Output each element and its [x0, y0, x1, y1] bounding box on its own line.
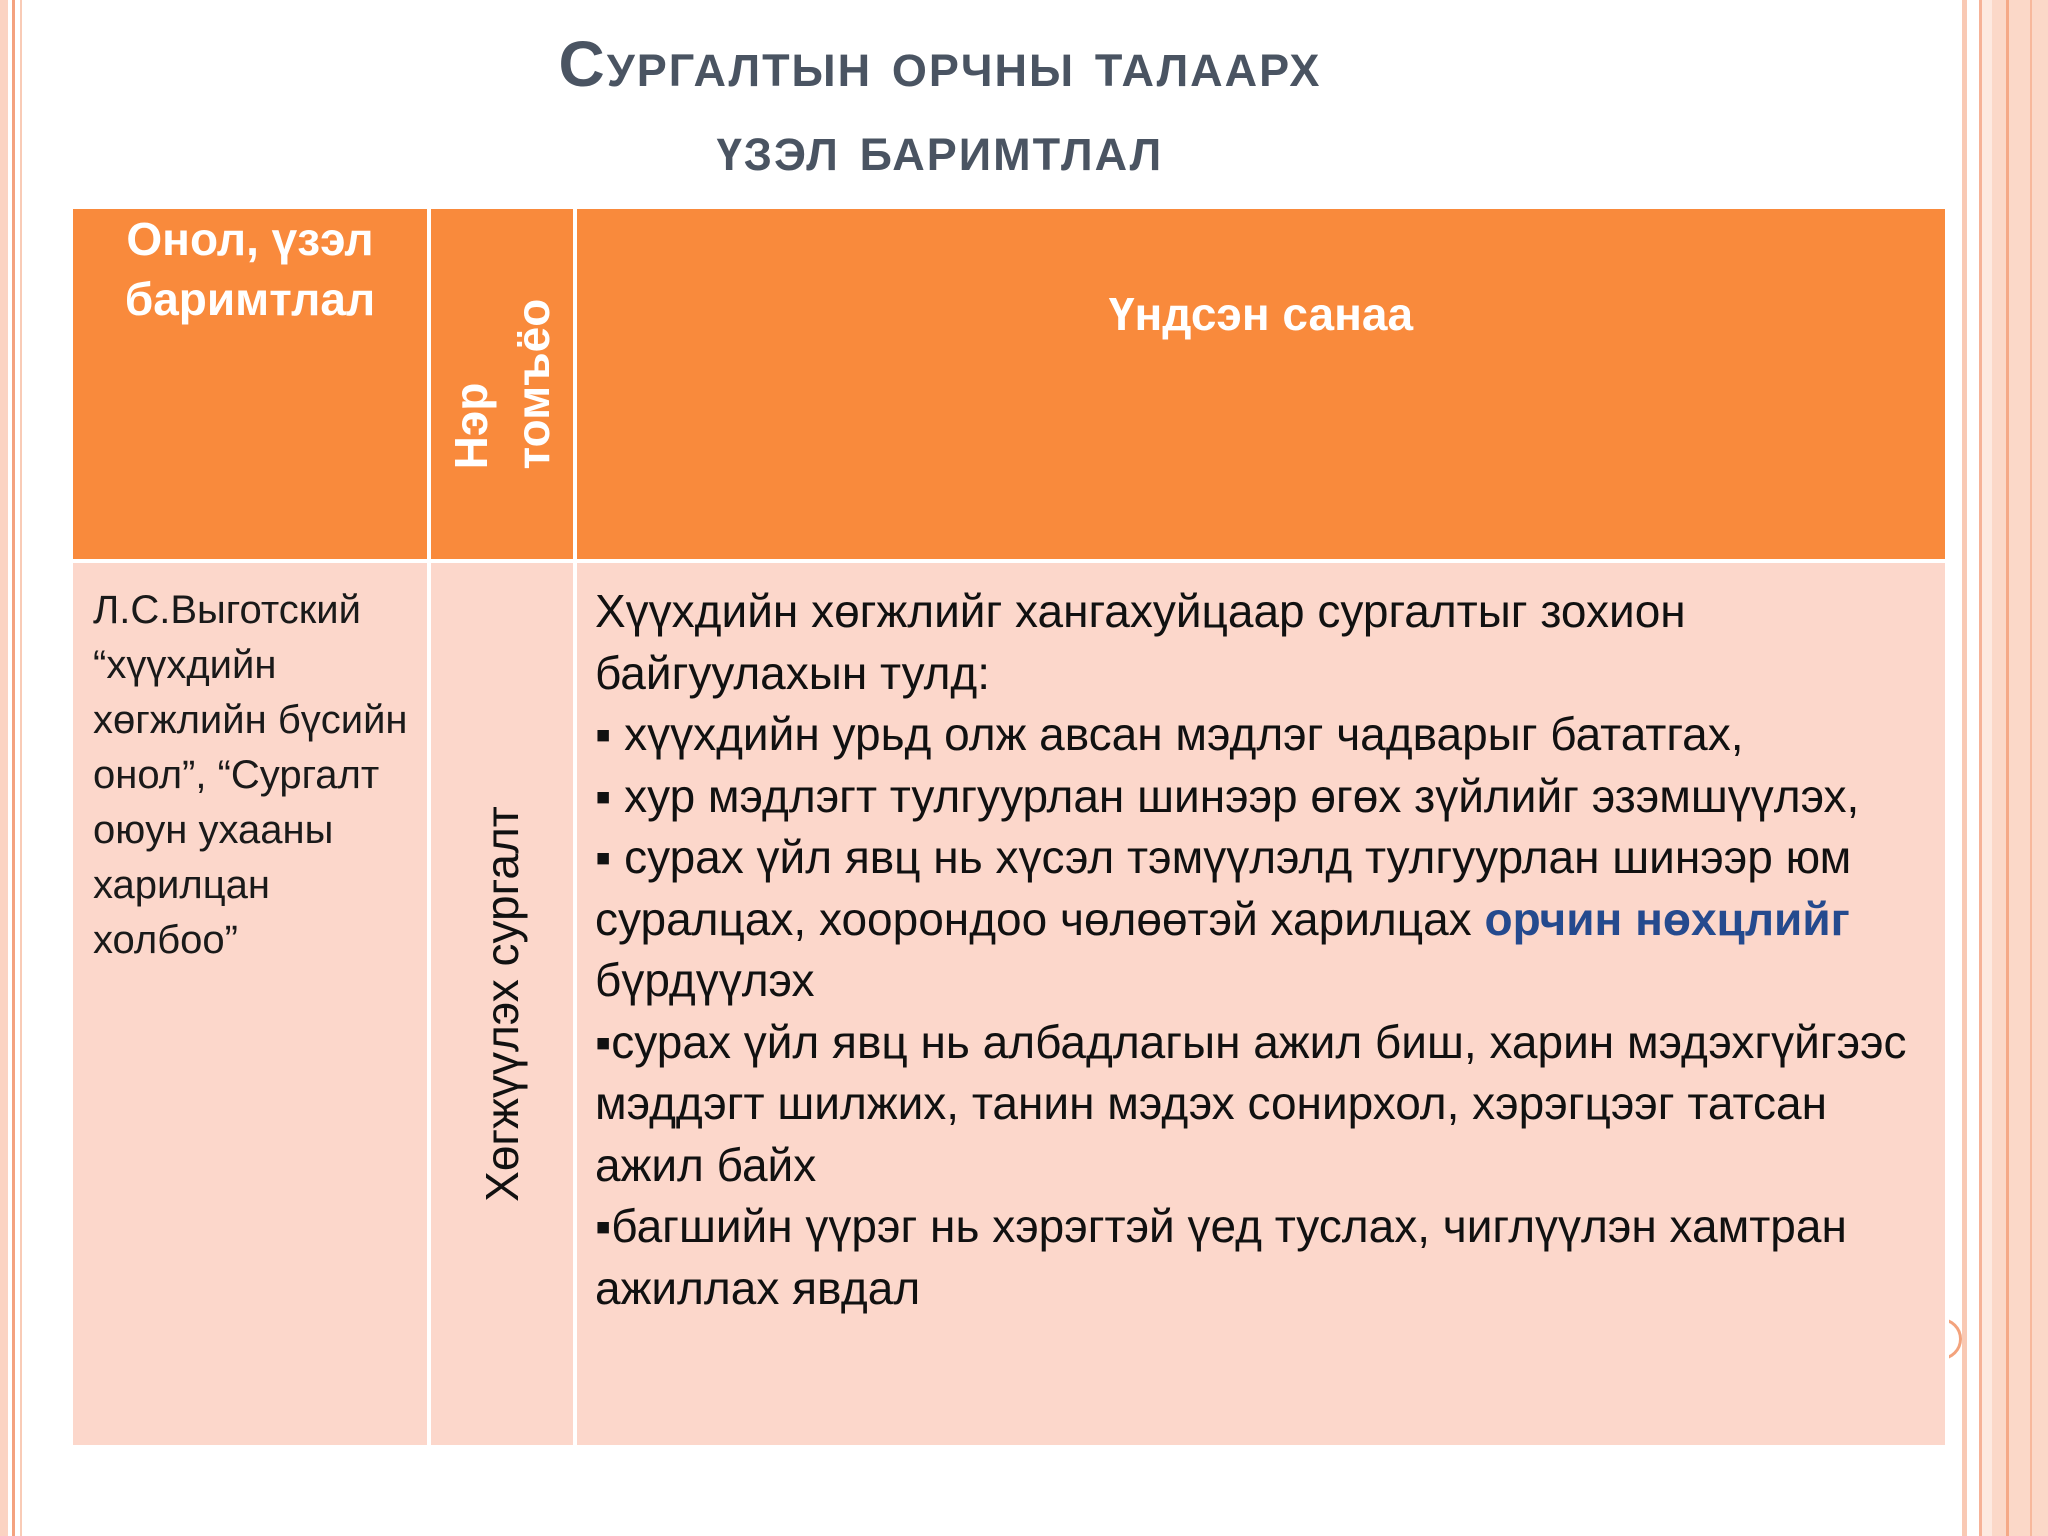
idea-intro: Хүүхдийн хөгжлийг хангахуйцаар сургалтыг зохион байгуулахын тулд: [595, 585, 1686, 699]
concept-table [69, 205, 1949, 1449]
idea-bullet-3 [595, 827, 1933, 1012]
cell-main-idea [575, 561, 1947, 1447]
header-theory [71, 207, 429, 561]
right-edge-stripe [2006, 0, 2009, 1536]
idea-bullet-2: ▪ хур мэдлэгт тулгуурлан шинээр өгөх зүйлийг эзэмшүүлэх, [595, 769, 1860, 822]
idea-bullet-5: ▪багшийн үүрэг нь хэрэгтэй үед туслах, чиглүүлэн хамтран ажиллах явдал [595, 1200, 1847, 1314]
header-theory-line-2: баримтлал [124, 273, 376, 325]
header-main-idea: Үндсэн санаа [575, 207, 1947, 561]
right-edge-stripe [1982, 0, 1992, 1536]
name-text-rotated: Хөгжүүлэх сургалт [476, 806, 528, 1202]
left-edge-stripe [12, 0, 15, 1536]
right-edge-stripe [1992, 0, 2048, 1536]
header-name-rotated [440, 299, 564, 470]
header-name [429, 207, 575, 561]
right-edge-stripe [2030, 0, 2032, 1536]
cell-theory [71, 561, 429, 1447]
main-idea-text [577, 563, 1945, 1319]
idea-bullet-3-text: ▪ сурах үйл явц нь хүсэл тэмүүлэлд тулгуурлан шинээр юм суралцах, хоорондоо чөлөөтэй харилцах [595, 831, 1852, 945]
idea-bullet-3-end: бүрдүүлэх [595, 954, 815, 1006]
left-edge-stripe [20, 0, 22, 1536]
table-row [71, 561, 1947, 1447]
slide-title [0, 22, 1880, 190]
cell-name [429, 561, 575, 1447]
idea-bullet-1: ▪ хүүхдийн урьд олж авсан мэдлэг чадварыг бататгах, [595, 708, 1744, 760]
table-header-row [71, 207, 1947, 561]
idea-bullet-3-highlight: орчин нөхцлийг [1484, 892, 1850, 945]
left-edge-stripe [0, 0, 8, 1536]
header-name-line-2: томъёо [507, 298, 559, 470]
theory-text: Л.С.Выготский “хүүхдийн хөгжлийн бүсийн онол”, “Сургалт оюун ухааны харилцан холбоо” [93, 588, 408, 962]
title-line-2: үзэл баримтлал [716, 112, 1164, 184]
header-theory-line-1: Онол, үзэл [126, 213, 374, 265]
right-edge-stripe [1967, 0, 1979, 1536]
header-name-line-1: Нэр [445, 382, 497, 470]
title-line-1: Сургалтын орчны талаарх [558, 28, 1322, 100]
idea-bullet-4: ▪сурах үйл явц нь албадлагын ажил биш, харин мэдэхгүйгээс мэддэгт шилжих, танин мэдэх сонирхол, хэрэгцээг татсан ажил байх [595, 1015, 1907, 1191]
